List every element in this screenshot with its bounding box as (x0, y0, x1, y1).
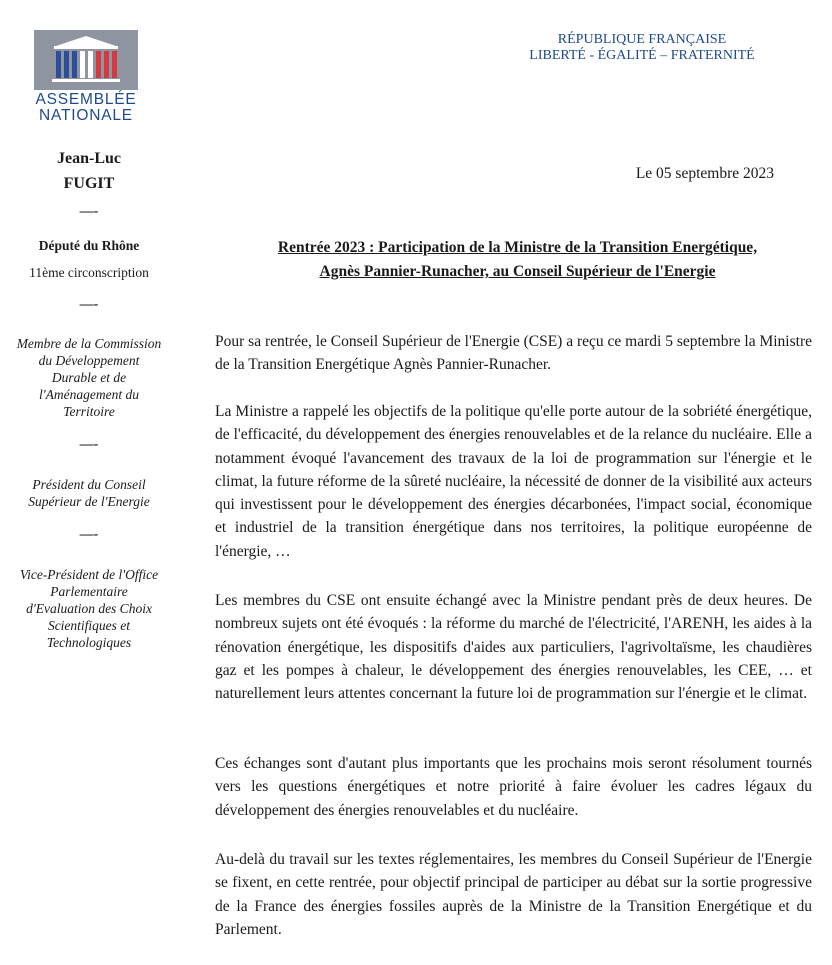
title-line-1: Rentrée 2023 : Participation de la Ministre de la Transition Energétique, (277, 239, 758, 256)
role-1-line: du Développement (38, 353, 140, 368)
title-line-2: Agnès Pannier-Runacher, au Conseil Supérieur de l'Energie (319, 263, 716, 280)
parliament-building-icon (34, 30, 138, 90)
logo-emblem (34, 30, 138, 90)
republic-line-2: LIBERTÉ - ÉGALITÉ – FRATERNITÉ (529, 48, 755, 63)
role-3-line: Technologiques (46, 635, 132, 650)
sender-first-name: Jean-Luc (57, 150, 121, 167)
body-paragraph-4: Ces échanges sont d'autant plus importants que les prochains mois seront résolument tournés vers les questions énergétiques et notre priorité à faire évoluer les cadres légaux du développement des énergies renouvelables et du nucléaire. (215, 755, 812, 819)
role-2-line: Supérieur de l'Energie (28, 494, 150, 509)
role-3-line: Scientifiques et (47, 618, 131, 633)
logo-line-1: ASSEMBLÉE (35, 91, 137, 108)
separator-2: —- (79, 297, 99, 312)
sender-name (0, 146, 178, 196)
body-paragraph-3: Les membres du CSE ont ensuite échangé avec la Ministre pendant près de deux heures. De nombreux sujets ont été évoqués : la réforme du marché de l'électricité, l'ARENH, les aides à la rénovation énergétique, les dispositifs d'aides aux particuliers, l'agrivoltaïsme, les chaudières gaz et les pompes à chaleur, le développement des énergies renouvelables, les CEE, … et naturellement leurs attentes concernant la future loi de programmation sur l'énergie et le climat. (215, 592, 812, 703)
role-1-line: Territoire (63, 404, 115, 419)
role-cse-president (0, 476, 178, 510)
logo-line-2: NATIONALE (39, 107, 133, 124)
role-3-line: d'Evaluation des Choix (26, 601, 152, 616)
sender-title: Député du Rhône (38, 238, 140, 253)
republic-header (492, 32, 792, 64)
role-2-line: Président du Conseil (32, 477, 146, 492)
sender-last-name: FUGIT (63, 175, 115, 192)
separator-4: —- (79, 527, 99, 542)
body-paragraph-5: Au-delà du travail sur les textes réglementaires, les membres du Conseil Supérieur de l'Energie se fixent, en cette rentrée, pour objectif principal de participer au débat sur la sortie progressive de la France des énergies fossiles auprès de la Ministre de la Transition Energétique et du Parlement. (215, 851, 812, 938)
press-release-title (210, 236, 825, 284)
republic-line-1: RÉPUBLIQUE FRANÇAISE (557, 32, 727, 47)
role-1-line: l'Aménagement du (39, 387, 139, 402)
role-commission (0, 335, 178, 420)
letter-date: Le 05 septembre 2023 (635, 165, 774, 182)
body-paragraph-2: La Ministre a rappelé les objectifs de la politique qu'elle porte autour de la sobriété énergétique, de l'efficacité, du développement des énergies renouvelables et de la relance du nucléaire. Elle a notamment évoqué l'avancement des travaux de la loi de programmation sur l'énergie et le climat, la future réforme de la sûreté nucléaire, la nécessité de donner de la visibilité aux acteurs qui investissent pour le développement des énergies décarbonées, l'impact social, économique et industriel de la transition énergétique dans nos territoires, la politique européenne de l'énergie, … (215, 403, 812, 560)
body-paragraph-1: Pour sa rentrée, le Conseil Supérieur de l'Energie (CSE) a reçu ce mardi 5 septembre la Ministre de la Transition Energétique Agnès Pannier-Runacher. (215, 333, 812, 374)
role-3-line: Vice-Président de l'Office (19, 567, 159, 582)
role-opecst (0, 566, 178, 651)
separator-1: —- (79, 204, 99, 219)
role-1-line: Membre de la Commission (16, 336, 162, 351)
role-3-line: Parlementaire (50, 584, 128, 599)
role-1-line: Durable et de (51, 370, 127, 385)
separator-3: —- (79, 437, 99, 452)
sender-circonscription: 11ème circonscription (29, 265, 149, 280)
